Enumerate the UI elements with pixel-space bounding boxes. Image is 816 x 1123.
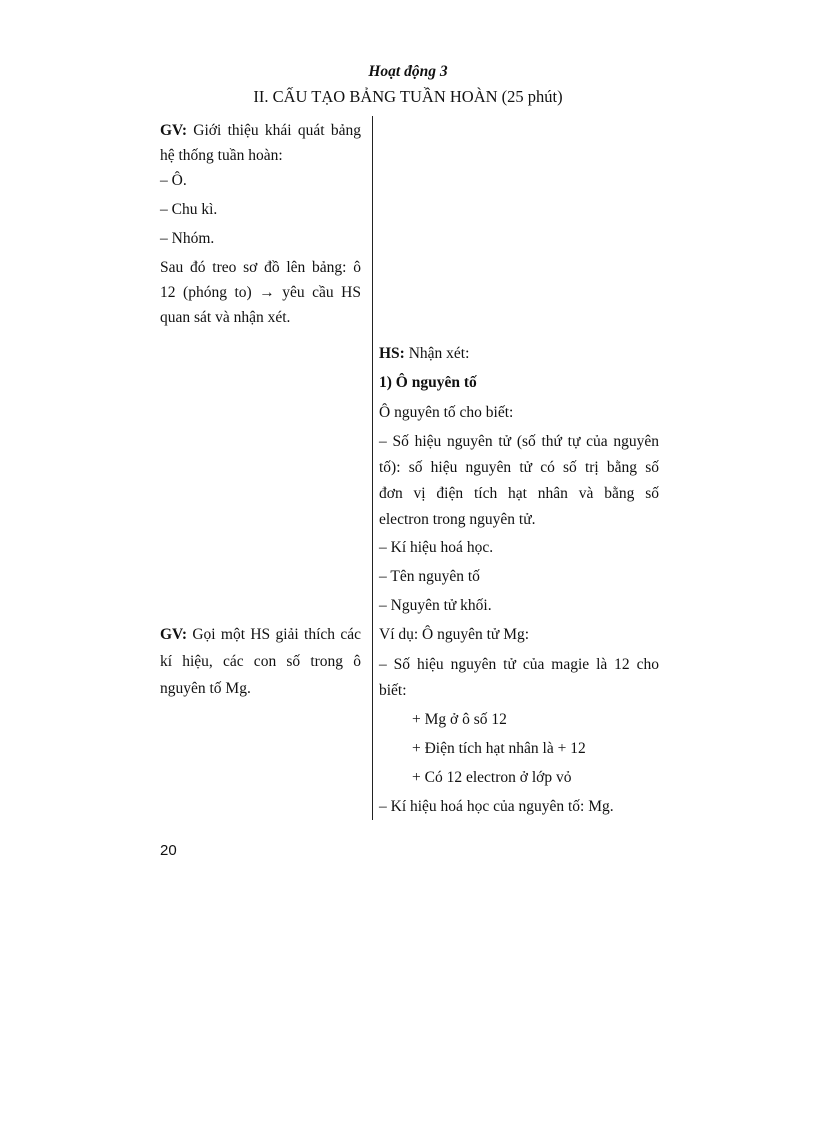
list-item-nhom: – Nhóm.	[160, 230, 215, 247]
so-hieu-line-1: – Số hiệu nguyên tử (số thứ tự của nguyên	[379, 433, 659, 450]
mg-line-1: – Số hiệu nguyên tử của magie là 12 cho	[379, 656, 659, 673]
gv-task-line-2: kí hiệu, các con số trong ô	[160, 653, 361, 670]
gv-instruction-line-3: quan sát và nhận xét.	[160, 309, 291, 326]
gv-instruction-line-2: 12 (phóng to) → yêu cầu HS	[160, 284, 361, 301]
hs-response	[379, 344, 469, 364]
intro-text: Ô nguyên tố cho biết:	[379, 404, 514, 421]
list-item-ki-hieu: – Kí hiệu hoá học.	[379, 539, 494, 556]
so-hieu-line-3: đơn vị điện tích hạt nhân và bằng số	[379, 485, 659, 502]
mg-line-2: biết:	[379, 682, 407, 699]
gv-label-2: GV:	[160, 626, 187, 643]
gv-intro-line-1	[160, 121, 361, 141]
gv-label: GV:	[160, 122, 187, 139]
gv-intro-text: Giới thiệu khái quát bảng	[187, 122, 361, 139]
so-hieu-line-4: electron trong nguyên tử.	[379, 511, 536, 528]
mg-sub-item-2: + Điện tích hạt nhân là + 12	[412, 740, 586, 757]
example-heading: Ví dụ: Ô nguyên tử Mg:	[379, 626, 530, 643]
activity-heading: Hoạt động 3	[368, 63, 448, 80]
gv-intro-line-2: hệ thống tuần hoàn:	[160, 147, 283, 164]
gv-task-line-3: nguyên tố Mg.	[160, 680, 251, 697]
page-number: 20	[160, 842, 177, 859]
gv-instruction-line-1: Sau đó treo sơ đồ lên bảng: ô	[160, 259, 361, 276]
list-item-o: – Ô.	[160, 172, 187, 189]
mg-sub-item-1: + Mg ở ô số 12	[412, 711, 507, 728]
gv-task-line-1	[160, 625, 361, 645]
section-title: II. CẤU TẠO BẢNG TUẦN HOÀN (25 phút)	[253, 87, 563, 106]
subsection-heading: 1) Ô nguyên tố	[379, 374, 477, 391]
hs-text: Nhận xét:	[404, 345, 470, 362]
gv-task-text: Gọi một HS giải thích các	[187, 626, 361, 643]
list-item-ten: – Tên nguyên tố	[379, 568, 480, 585]
list-item-chu-ki: – Chu kì.	[160, 201, 218, 218]
list-item-khoi: – Nguyên tử khối.	[379, 597, 492, 614]
so-hieu-line-2: tố): số hiệu nguyên tử có số trị bằng số	[379, 459, 659, 476]
hs-label: HS:	[379, 345, 405, 362]
column-divider	[372, 116, 373, 820]
mg-sub-item-3: + Có 12 electron ở lớp vỏ	[412, 769, 572, 786]
mg-symbol-line: – Kí hiệu hoá học của nguyên tố: Mg.	[379, 798, 614, 815]
